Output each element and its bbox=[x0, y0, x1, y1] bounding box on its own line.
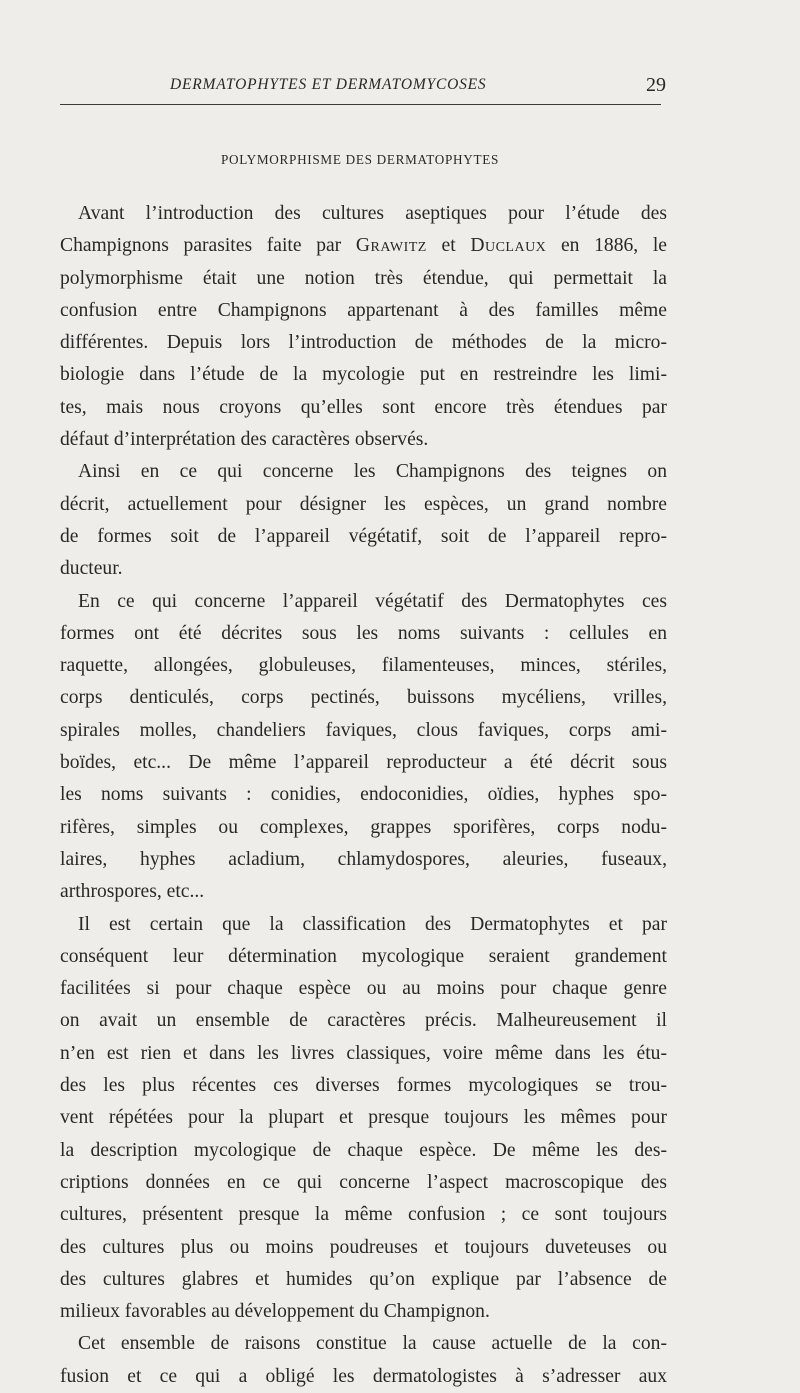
page-number: 29 bbox=[646, 74, 666, 96]
paragraph bbox=[60, 586, 667, 909]
text-line: En ce qui concerne l’appareil végétatif des Dermatophytes ces bbox=[78, 590, 667, 612]
text-line: Il est certain que la classification des Dermatophytes et par bbox=[78, 913, 667, 935]
text-line: décrit, actuellement pour désigner les espèces, un grand nombre bbox=[60, 493, 667, 515]
text-line: arthrospores, etc... bbox=[60, 881, 205, 903]
text-line: différentes. Depuis lors l’introduction de méthodes de la micro- bbox=[60, 332, 667, 354]
paragraph bbox=[60, 198, 667, 456]
text-line: raquette, allongées, globuleuses, filamenteuses, minces, stériles, bbox=[60, 655, 667, 677]
body-text bbox=[60, 198, 667, 1393]
text-line: Champignons parasites faite par Grawitz et Duclaux en 1886, le bbox=[60, 235, 667, 257]
paragraph bbox=[60, 1328, 667, 1393]
text-line: cultures, présentent presque la même confusion ; ce sont toujours bbox=[60, 1204, 667, 1226]
paragraph bbox=[60, 909, 667, 1329]
text-line: biologie dans l’étude de la mycologie put en restreindre les limi- bbox=[60, 364, 667, 386]
text-line: on avait un ensemble de caractères précis. Malheureusement il bbox=[60, 1010, 667, 1032]
text-line: Avant l’introduction des cultures aseptiques pour l’étude des bbox=[78, 203, 667, 224]
text-line: Cet ensemble de raisons constitue la cause actuelle de la con- bbox=[78, 1333, 667, 1355]
text-line: vent répétées pour la plupart et presque toujours les mêmes pour bbox=[60, 1107, 667, 1129]
author-name: Duclaux bbox=[470, 235, 547, 257]
text-line: criptions données en ce qui concerne l’aspect macroscopique des bbox=[60, 1171, 667, 1193]
text-line: des les plus récentes ces diverses formes mycologiques se trou- bbox=[60, 1075, 667, 1097]
text-line: laires, hyphes acladium, chlamydospores, aleuries, fuseaux, bbox=[60, 848, 667, 870]
text-line: des cultures plus ou moins poudreuses et toujours duveteuses ou bbox=[60, 1236, 667, 1258]
text-line: les noms suivants : conidies, endoconidies, oïdies, hyphes spo- bbox=[60, 784, 667, 806]
text-line: ducteur. bbox=[60, 558, 123, 580]
text-line: tes, mais nous croyons qu’elles sont encore très étendues par bbox=[60, 396, 667, 418]
text-line: Ainsi en ce qui concerne les Champignons des teignes on bbox=[78, 461, 667, 483]
text-line: spirales molles, chandeliers faviques, clous faviques, corps ami- bbox=[60, 719, 667, 741]
text-line: confusion entre Champignons appartenant à des familles même bbox=[60, 299, 667, 321]
text-line: conséquent leur détermination mycologique seraient grandement bbox=[60, 945, 667, 967]
text-line: formes ont été décrites sous les noms suivants : cellules en bbox=[60, 622, 667, 644]
text-line: polymorphisme était une notion très étendue, qui permettait la bbox=[60, 267, 667, 289]
text-line: n’en est rien et dans les livres classiques, voire même dans les étu- bbox=[60, 1042, 667, 1064]
running-head bbox=[0, 66, 800, 102]
text-line: des cultures glabres et humides qu’on explique par l’absence de bbox=[60, 1268, 667, 1290]
paragraph bbox=[60, 456, 667, 585]
text-line: facilitées si pour chaque espèce ou au moins pour chaque genre bbox=[60, 978, 667, 1000]
text-line: de formes soit de l’appareil végétatif, soit de l’appareil repro- bbox=[60, 525, 667, 547]
text-line: corps denticulés, corps pectinés, buissons mycéliens, vrilles, bbox=[60, 687, 667, 709]
text-line: rifères, simples ou complexes, grappes sporifères, corps nodu- bbox=[60, 816, 667, 838]
header-rule bbox=[60, 104, 661, 105]
running-title: DERMATOPHYTES ET DERMATOMYCOSES bbox=[170, 76, 487, 93]
text-line: boïdes, etc... De même l’appareil reproducteur a été décrit sous bbox=[60, 752, 667, 774]
text-line: milieux favorables au développement du Champignon. bbox=[60, 1301, 490, 1323]
author-name: Grawitz bbox=[355, 235, 427, 257]
section-title: POLYMORPHISME DES DERMATOPHYTES bbox=[220, 152, 500, 167]
text-line: la description mycologique de chaque espèce. De même les des- bbox=[60, 1139, 667, 1161]
text-line: fusion et ce qui a obligé les dermatologistes à s’adresser aux bbox=[60, 1365, 667, 1387]
text-line: défaut d’interprétation des caractères observés. bbox=[60, 429, 429, 451]
